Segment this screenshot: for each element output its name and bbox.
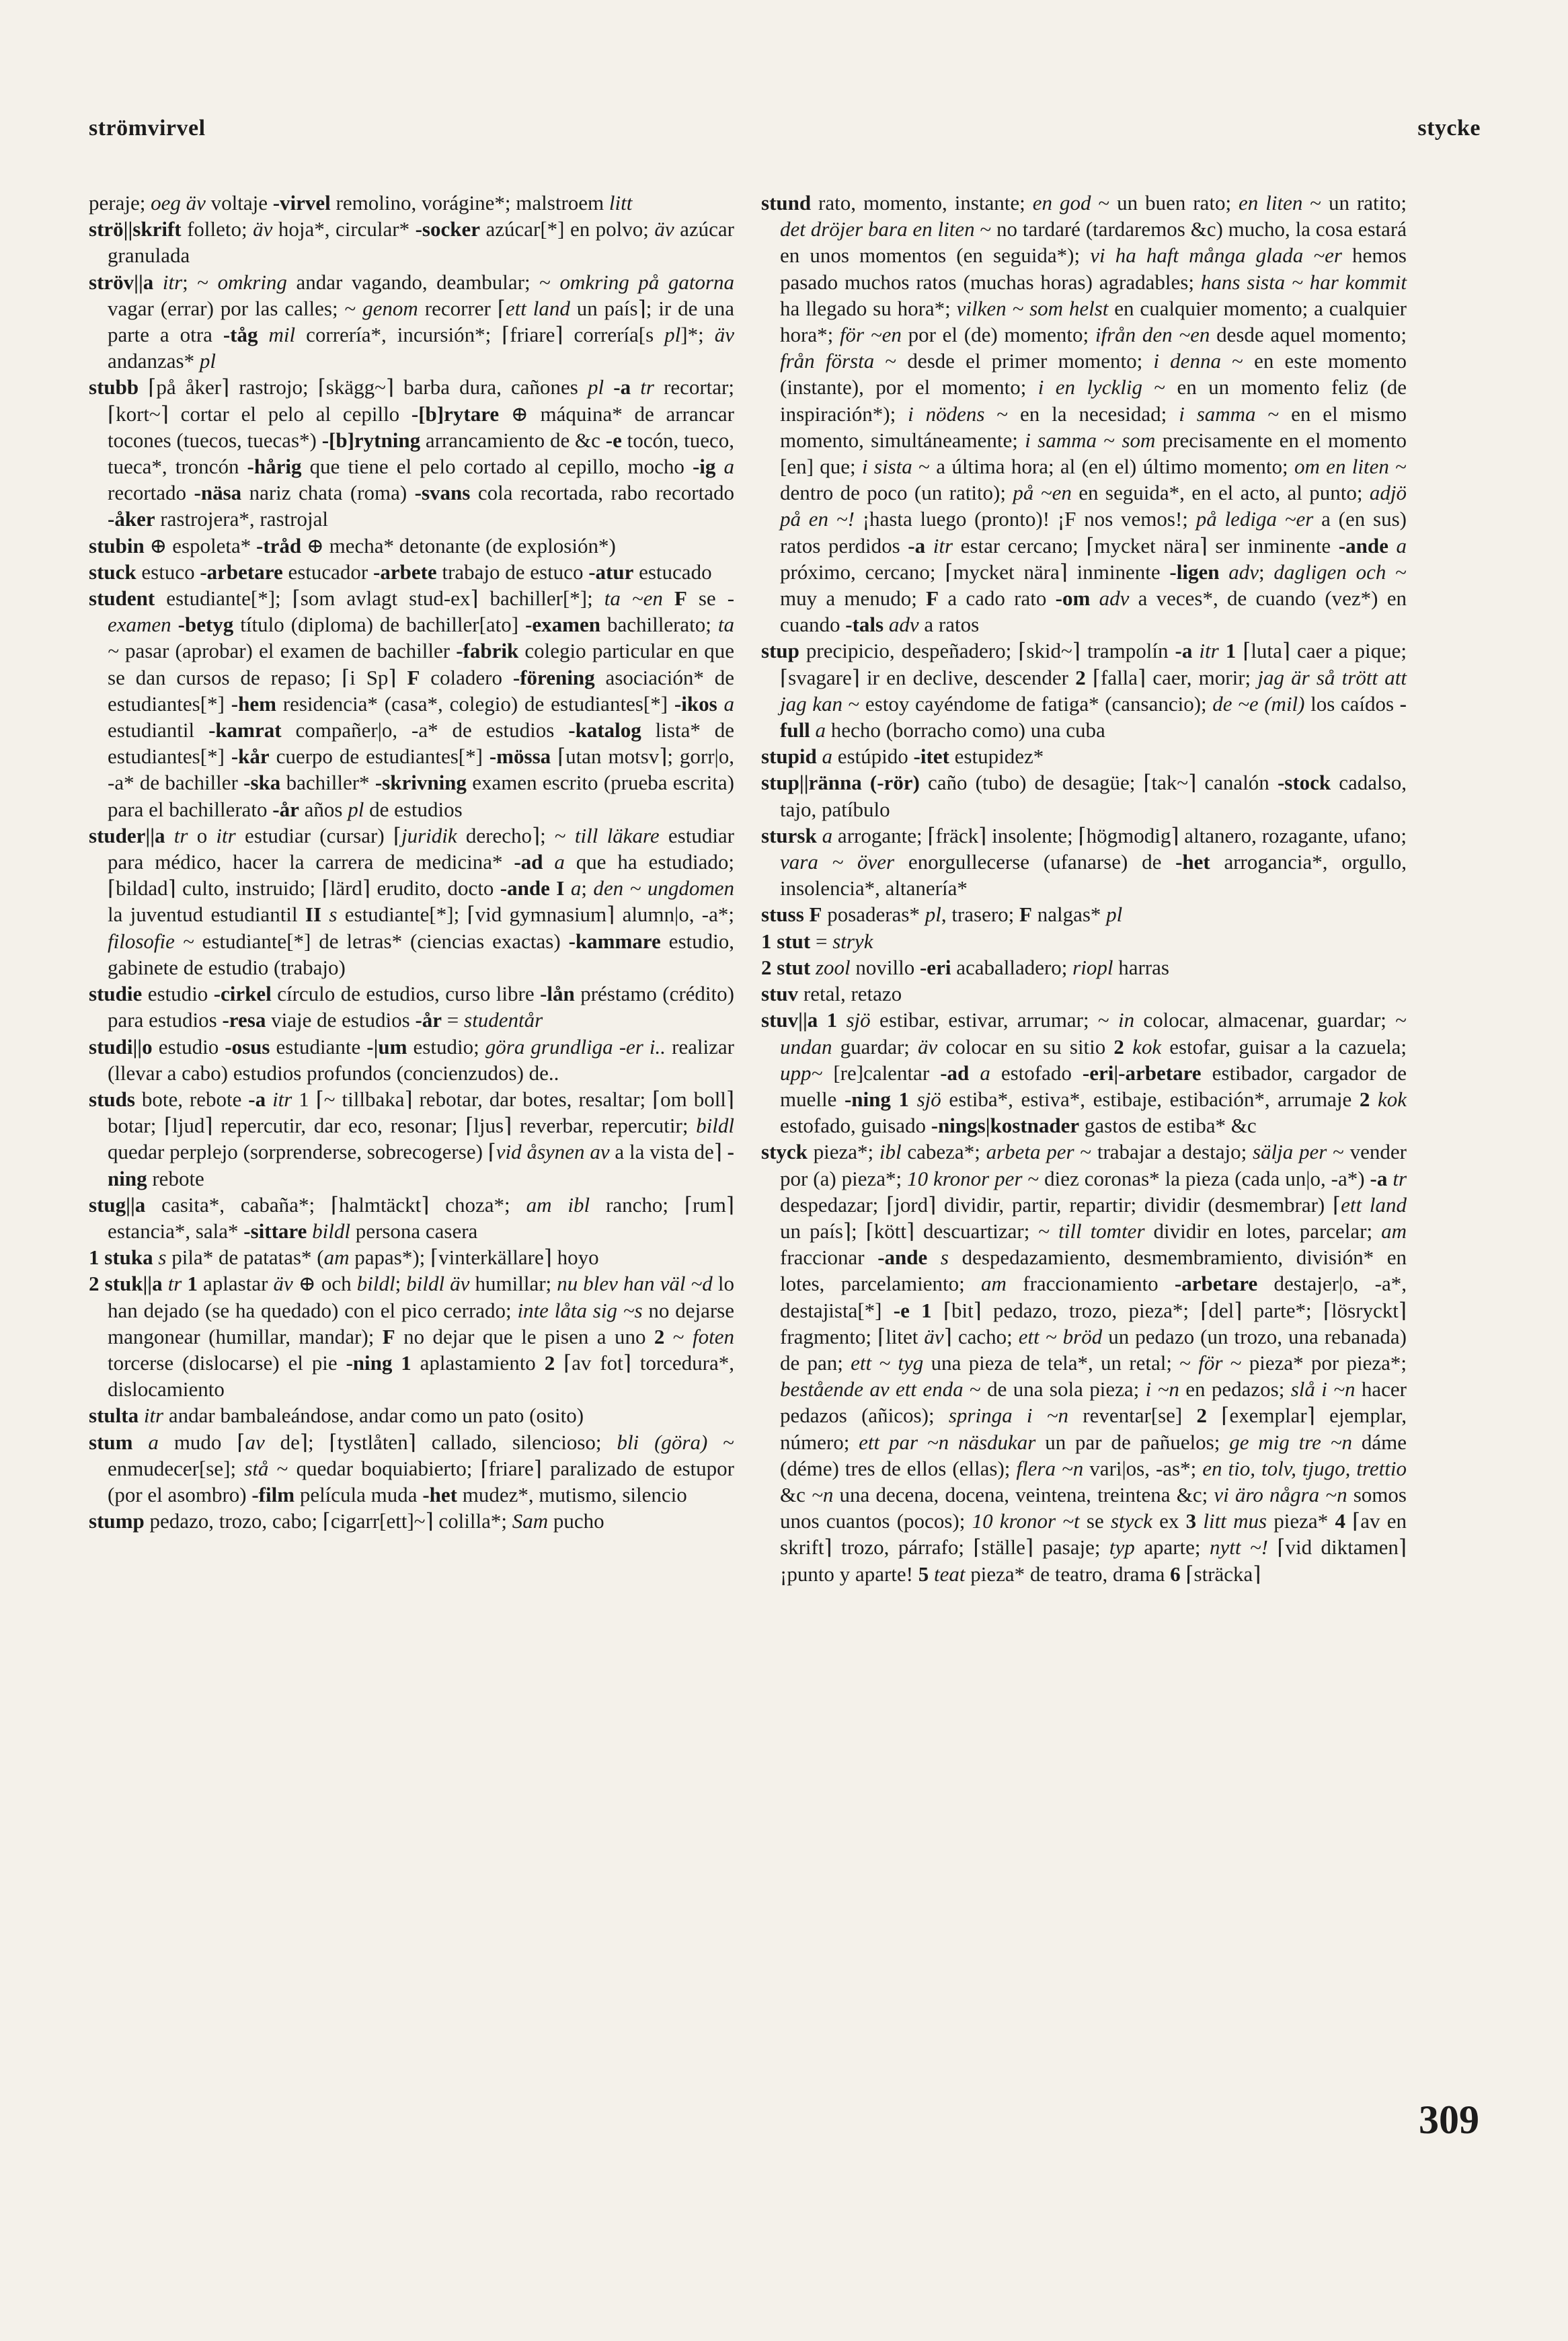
dictionary-entry: studie estudio -cirkel círculo de estudios, curso libre -lån préstamo (crédito) para estudios -resa viaje de estudios -år = studentår — [89, 982, 734, 1032]
dictionary-entry: peraje; oeg äv voltaje -virvel remolino, vorágine*; malstroem litt — [89, 191, 633, 215]
header-guide-word-left: strömvirvel — [89, 116, 206, 141]
page-number: 309 — [1419, 2098, 1479, 2142]
dictionary-entry: stulta itr andar bambaleándose, andar como un pato (osito) — [89, 1404, 584, 1428]
dictionary-entry: stup||ränna (-rör) caño (tubo) de desagüe; ⌈tak~⌉ canalón -stock cadalso, tajo, patíbulo — [761, 771, 1407, 821]
dictionary-entry: stuv retal, retazo — [761, 982, 902, 1006]
dictionary-entry: stuss F posaderas* pl, trasero; F nalgas* pl — [761, 903, 1123, 927]
dictionary-entry: 1 stuka s pila* de patatas* (am papas*); ⌈vinterkällare⌉ hoyo — [89, 1245, 599, 1270]
dictionary-entry: stubin ⊕ espoleta* -tråd ⊕ mecha* detonante (de explosión*) — [89, 533, 616, 558]
dictionary-entry: student estudiante[*]; ⌈som avlagt stud-ex⌉ bachiller[*]; ta ~en F se -examen -betyg título (diploma) de bachiller[ato] -examen bachillerato; ta ~ pasar (aprobar) el examen de bachiller -fabrik colegio particular en que se dan cursos de repaso; ⌈i Sp⌉ F coladero -förening asociación* de estudiantes[*] -hem residencia* (casa*, colegio) de estudiantes[*] -ikos a estudiantil -kamrat compañer|o, -a* de estudios -katalog lista* de estudiantes[*] -kår cuerpo de estudiantes[*] -mössa ⌈utan motsv⌉; gorr|o, -a* de bachiller -ska bachiller* -skrivning examen escrito (prueba escrita) para el bachillerato -år años pl de estudios — [89, 586, 735, 821]
dictionary-entry: stuck estuco -arbetare estucador -arbete trabajo de estuco -atur estucado — [89, 560, 712, 584]
dictionary-entry: ströv||a itr; ~ omkring andar vagando, deambular; ~ omkring på gatorna vagar (errar) por las calles; ~ genom recorrer ⌈ett land un país⌉; ir de una parte a otra -tåg mil correría*, incursión*; ⌈friare⌉ correría[s pl]*; äv andanzas* pl — [89, 270, 735, 373]
dictionary-entry: stug||a casita*, cabaña*; ⌈halmtäckt⌉ choza*; am ibl rancho; ⌈rum⌉ estancia*, sala* -sittare bildl persona casera — [89, 1192, 734, 1243]
dictionary-entry: styck pieza*; ibl cabeza*; arbeta per ~ trabajar a destajo; sälja per ~ vender por (a) pieza*; 10 kronor per ~ diez coronas* la pieza (cada un|o, -a*) -a tr despedazar; ⌈jord⌉ dividir, partir, repartir; dividir (desmembrar) ⌈ett land un país⌉; ⌈kött⌉ descuartizar; ~ till tomter dividir en lotes, parcelar; am fraccionar -ande s despedazamiento, desmembramiento, división* en lotes, parcelamiento; am fraccionamiento -arbetare destajer|o, -a*, destajista[*] -e 1 ⌈bit⌉ pedazo, trozo, pieza*; ⌈del⌉ parte*; ⌈lösryckt⌉ fragmento; ⌈litet äv⌉ cacho; ett ~ bröd un pedazo (un trozo, una rebanada) de pan; ett ~ tyg una pieza de tela*, un retal; ~ för ~ pieza* por pieza*; bestående av ett enda ~ de una sola pieza; i ~n en pedazos; slå i ~n hacer pedazos (añicos); springa i ~n reventar[se] 2 ⌈exemplar⌉ ejemplar, número; ett par ~n näsdukar un par de pañuelos; ge mig tre ~n dáme (déme) tres de ellos (ellas); flera ~n vari|os, -as*; en tio, tolv, tjugo, trettio &c ~n una decena, docena, veintena, treintena &c; vi äro några ~n somos unos cuantos (pocos); 10 kronor ~t se styck ex 3 litt mus pieza* 4 ⌈av en skrift⌉ trozo, párrafo; ⌈ställe⌉ pasaje; typ aparte; nytt ~! ⌈vid diktamen⌉ ¡punto y aparte! 5 teat pieza* de teatro, drama 6 ⌈sträcka⌉ — [761, 1140, 1407, 1586]
dictionary-entry: studi||o estudio -osus estudiante -|um estudio; göra grundliga -er i.. realizar (llevar a cabo) estudios profundos (concienzudos) de.. — [89, 1034, 734, 1085]
dictionary-entry: 2 stut zool novillo -eri acaballadero; riopl harras — [761, 955, 1169, 979]
dictionary-entry: studs bote, rebote -a itr 1 ⌈~ tillbaka⌉ rebotar, dar botes, resaltar; ⌈om boll⌉ botar; ⌈ljud⌉ repercutir, dar eco, resonar; ⌈ljus⌉ reverbar, repercutir; bildl quedar perplejo (sorprenderse, sobrecogerse) ⌈vid åsynen av a la vista de⌉ -ning rebote — [89, 1087, 735, 1190]
dictionary-entry: stup precipicio, despeñadero; ⌈skid~⌉ trampolín -a itr 1 ⌈luta⌉ caer a pique; ⌈svagare⌉ ir en declive, descender 2 ⌈falla⌉ caer, morir; jag är så trött att jag kan ~ estoy cayéndome de fatiga* (cansancio); de ~e (mil) los caídos -full a hecho (borracho como) una cuba — [761, 639, 1407, 742]
dictionary-entry: stuv||a 1 sjö estibar, estivar, arrumar; ~ in colocar, almacenar, guardar; ~ undan guardar; äv colocar en su sitio 2 kok estofar, guisar a la cazuela; upp~ [re]calentar -ad a estofado -eri|-arbetare estibador, cargador de muelle -ning 1 sjö estiba*, estiva*, estibaje, estibación*, arrumaje 2 kok estofado, guisado -nings|kostnader gastos de estiba* &c — [761, 1008, 1407, 1138]
dictionary-entry: stump pedazo, trozo, cabo; ⌈cigarr[ett]~⌉ colilla*; Sam pucho — [89, 1509, 604, 1533]
dictionary-entry: 1 stut = stryk — [761, 929, 873, 953]
dictionary-entry: stum a mudo ⌈av de⌉; ⌈tystlåten⌉ callado, silencioso; bli (göra) ~ enmudecer[se]; stå ~ quedar boquiabierto; ⌈friare⌉ paralizado de estupor (por el asombro) -film película muda -het mudez*, mutismo, silencio — [89, 1430, 735, 1506]
dictionary-entry: stursk a arrogante; ⌈fräck⌉ insolente; ⌈högmodig⌉ altanero, rozagante, ufano; vara ~ över enorgullecerse (ufanarse) de -het arrogancia*, orgullo, insolencia*, altanería* — [761, 823, 1407, 900]
dictionary-entry: stund rato, momento, instante; en god ~ un buen rato; en liten ~ un ratito; det dröjer bara en liten ~ no tardaré (tardaremos &c) mucho, la cosa estará en unos momentos (en seguida*); vi ha haft många glada ~er hemos pasado muchos ratos (muchas horas) agradables; hans sista ~ har kommit ha llegado su hora*; vilken ~ som helst en cualquier momento; a cualquier hora*; för ~en por el (de) momento; ifrån den ~en desde aquel momento; från första ~ desde el primer momento; i denna ~ en este momento (instante), por el momento; i en lycklig ~ en un momento feliz (de inspiración*); i nödens ~ en la necesidad; i samma ~ en el mismo momento, simultáneamente; i samma ~ som precisamente en el momento [en] que; i sista ~ a última hora; al (en el) último momento; om en liten ~ dentro de poco (un ratito); på ~en en seguida*, en el acto, al punto; adjö på en ~! ¡hasta luego (pronto)! ¡F nos vemos!; på lediga ~er a (en sus) ratos perdidos -a itr estar cercano; ⌈mycket nära⌉ ser inminente -ande a próximo, cercano; ⌈mycket nära⌉ inminente -ligen adv; dagligen och ~ muy a menudo; F a cado rato -om adv a veces*, de cuando (vez*) en cuando -tals adv a ratos — [761, 191, 1407, 637]
dictionary-entry: 2 stuk||a tr 1 aplastar äv ⊕ och bildl; bildl äv humillar; nu blev han väl ~d lo han dejado (se ha quedado) con el pico cerrado; inte låta sig ~s no dejarse mangonear (humillar, mandar); F no dejar que le pisen a uno 2 ~ foten torcerse (dislocarse) el pie -ning 1 aplastamiento 2 ⌈av fot⌉ torcedura*, dislocamiento — [89, 1272, 735, 1402]
dictionary-entry: studer||a tr o itr estudiar (cursar) ⌈juridik derecho⌉; ~ till läkare estudiar para médico, hacer la carrera de medicina* -ad a que ha estudiado; ⌈bildad⌉ culto, instruido; ⌈lärd⌉ erudito, docto -ande I a; den ~ ungdomen la juventud estudiantil II s estudiante[*]; ⌈vid gymnasium⌉ alumn|o, -a*; filosofie ~ estudiante[*] de letras* (ciencias exactas) -kammare estudio, gabinete de estudio (trabajo) — [89, 823, 735, 979]
dictionary-entry: stupid a estúpido -itet estupidez* — [761, 744, 1044, 769]
dictionary-column-left — [89, 190, 734, 1534]
dictionary-entry: strö||skrift folleto; äv hoja*, circular* -socker azúcar[*] en polvo; äv azúcar granulada — [89, 217, 734, 268]
dictionary-entry: stubb ⌈på åker⌉ rastrojo; ⌈skägg~⌉ barba dura, cañones pl -a tr recortar; ⌈kort~⌉ cortar el pelo al cepillo -[b]rytare ⊕ máquina* de arrancar tocones (tuecos, tuecas*) -[b]rytning arrancamiento de &c -e tocón, tueco, tueca*, troncón -hårig que tiene el pelo cortado al cepillo, mocho -ig a recortado -näsa nariz chata (roma) -svans cola recortada, rabo recortado -åker rastrojera*, rastrojal — [89, 375, 734, 531]
header-guide-word-right: stycke — [1417, 116, 1481, 141]
dictionary-column-right — [761, 190, 1407, 1587]
